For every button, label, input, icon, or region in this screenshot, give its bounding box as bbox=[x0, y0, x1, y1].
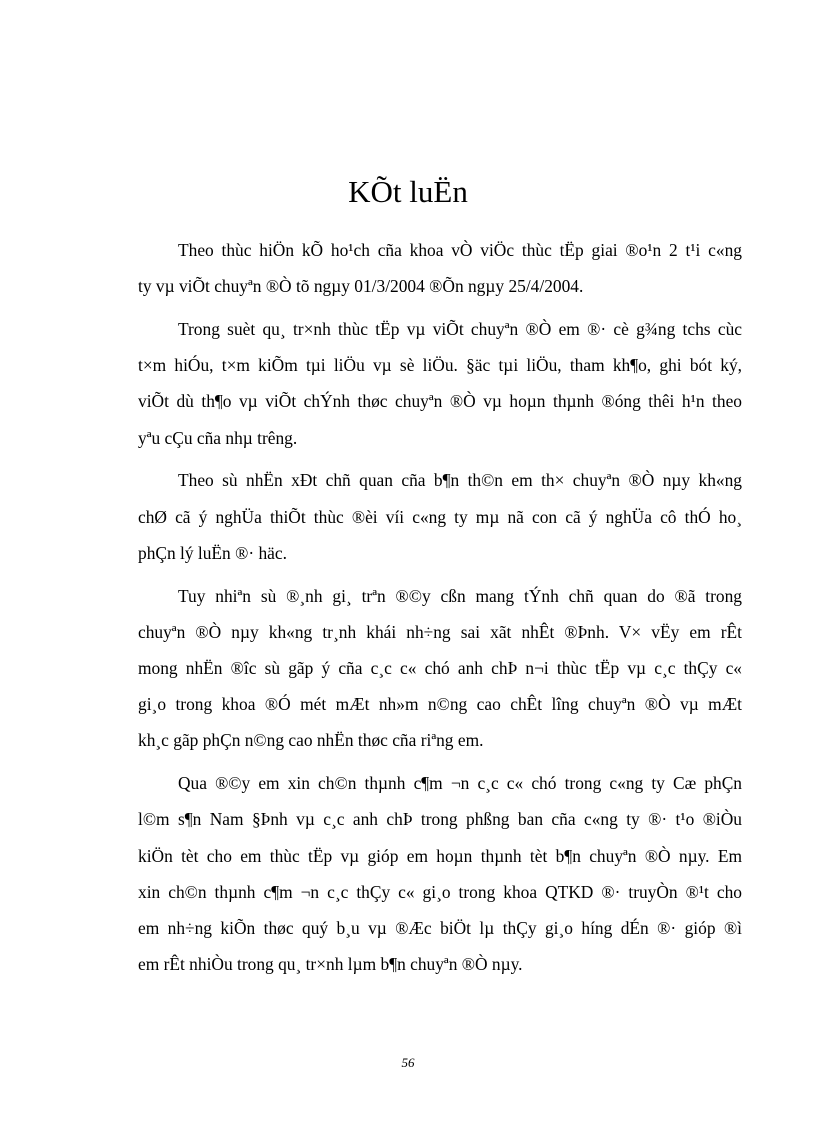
paragraph-line: xin ch©n thµnh c¶m ¬n c¸c thÇy c« gi¸o trong khoa QTKD ®· truyÒn ®¹t cho bbox=[138, 881, 742, 902]
paragraph-line: chuyªn ®Ò nµy kh«ng tr¸nh khái nh÷ng sai xãt nhÊt ®Þnh. V× vËy em rÊt bbox=[138, 621, 742, 642]
paragraph-line: em nh÷ng kiÕn thøc quý b¸u vµ ®Æc biÖt lµ thÇy gi¸o híng dÉn ®· gióp ®ì bbox=[138, 918, 742, 939]
paragraph-line: Qua ®©y em xin ch©n thµnh c¶m ¬n c¸c c« chó trong c«ng ty Cæ phÇn bbox=[178, 773, 742, 794]
paragraph bbox=[138, 462, 742, 571]
paragraph-line: t×m hiÓu, t×m kiÕm tµi liÖu vµ sè liÖu. §äc tµi liÖu, tham kh¶o, ghi bót ký, bbox=[138, 355, 742, 376]
paragraph-line: viÕt dù th¶o vµ viÕt chÝnh thøc chuyªn ®Ò vµ hoµn thµnh ®óng thêi h¹n theo bbox=[138, 391, 742, 412]
paragraph bbox=[138, 232, 742, 304]
paragraph-line: l©m s¶n Nam §Þnh vµ c¸c anh chÞ trong phßng ban cña c«ng ty ®· t¹o ®iÒu bbox=[138, 809, 742, 830]
paragraph bbox=[138, 765, 742, 982]
paragraph-line: ty vµ viÕt chuyªn ®Ò tõ ngµy 01/3/2004 ®Õn ngµy 25/4/2004. bbox=[138, 276, 584, 297]
paragraph-line: phÇn lý luËn ®· häc. bbox=[138, 542, 287, 563]
paragraph-line: em rÊt nhiÒu trong qu¸ tr×nh lµm b¶n chuyªn ®Ò nµy. bbox=[138, 954, 523, 975]
paragraph-line: kh¸c gãp phÇn n©ng cao nhËn thøc cña riªng em. bbox=[138, 730, 484, 751]
paragraph-line: gi¸o trong khoa ®Ó mét mÆt nh»m n©ng cao chÊt lîng chuyªn ®Ò vµ mÆt bbox=[138, 694, 742, 715]
paragraph bbox=[138, 311, 742, 456]
page-number: 56 bbox=[401, 1055, 415, 1070]
paragraph-line: Trong suèt qu¸ tr×nh thùc tËp vµ viÕt chuyªn ®Ò em ®· cè g¾ng tchs cùc bbox=[178, 319, 742, 339]
paragraph-line: kiÖn tèt cho em thùc tËp vµ gióp em hoµn thµnh tèt b¶n chuyªn ®Ò nµy. Em bbox=[138, 845, 742, 866]
body-text bbox=[138, 232, 742, 989]
page-title: KÕt luËn bbox=[348, 174, 468, 209]
paragraph-line: Theo thùc hiÖn kÕ ho¹ch cña khoa vÒ viÖc thùc tËp giai ®o¹n 2 t¹i c«ng bbox=[178, 240, 742, 260]
paragraph-line: Tuy nhiªn sù ®¸nh gi¸ trªn ®©y cßn mang tÝnh chñ quan do ®ã trong bbox=[178, 585, 742, 606]
paragraph-line: yªu cÇu cña nhµ trêng. bbox=[138, 427, 298, 448]
paragraph bbox=[138, 578, 742, 759]
paragraph-line: chØ cã ý nghÜa thiÕt thùc ®èi víi c«ng ty mµ nã con cã ý nghÜa cô thÓ ho¸ bbox=[138, 506, 742, 527]
paragraph-line: mong nhËn ®îc sù gãp ý cña c¸c c« chó anh chÞ n¬i thùc tËp vµ c¸c thÇy c« bbox=[138, 658, 742, 679]
paragraph-line: Theo sù nhËn xÐt chñ quan cña b¶n th©n em th× chuyªn ®Ò nµy kh«ng bbox=[178, 470, 742, 491]
